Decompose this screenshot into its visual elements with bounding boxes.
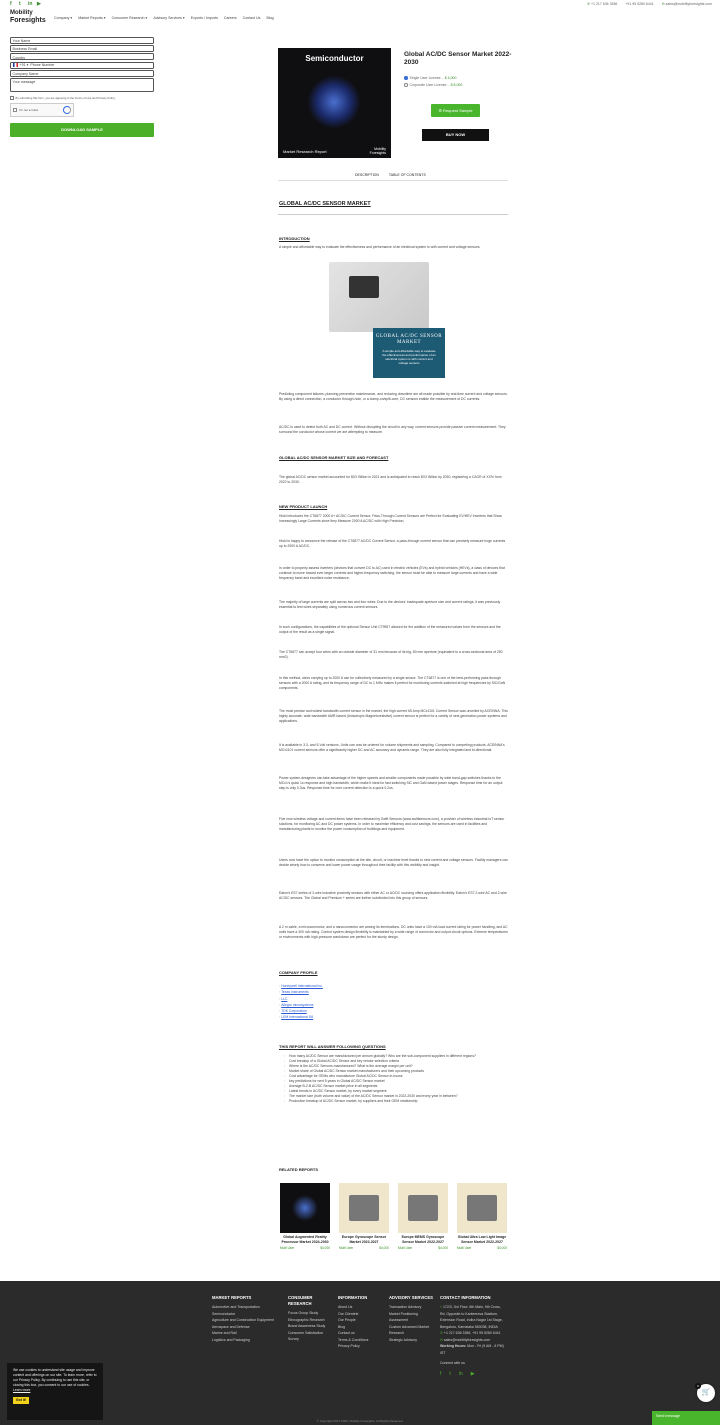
single-license-radio[interactable] (404, 76, 408, 80)
question-item: ◦ Cost breakup of a Global AC/DC Sensor and key vendor selection criteria (279, 1059, 508, 1064)
cart-count-badge: 0 (695, 1383, 701, 1389)
youtube-icon[interactable]: ▶ (37, 1, 41, 7)
related-report-title[interactable]: Global Ultra Low Light Image Sensor Market 2022-2027 (457, 1235, 507, 1244)
footer-link[interactable]: About Us (338, 1305, 353, 1309)
launch-heading: NEW PRODUCT LAUNCH (279, 504, 328, 509)
phone-us[interactable] (587, 2, 617, 6)
facebook-icon[interactable]: f (10, 1, 12, 7)
site-logo[interactable] (10, 10, 50, 24)
related-report-price-row (280, 1246, 330, 1250)
footer-heading: ADVISORY SERVICES (389, 1295, 433, 1300)
nav-blog[interactable]: Blog (266, 16, 274, 20)
launch-paragraph-13: Eaton's ES7 series of 2-wire inductive proximity sensors with either AC or AC/DC sourcing offers application flexibility. Eaton's ES7 2-wire AC and 2-wire AC/DC sensors. The Global and Premium + series are further subdivided into this group of sensors. (279, 891, 507, 900)
chip-graphic (308, 76, 360, 128)
footer-link[interactable]: Custom Advanced Market Research (389, 1324, 430, 1335)
request-sample-button[interactable]: ⚙ Request Sample (431, 104, 480, 117)
footer-link[interactable]: Transaction Advisory (389, 1305, 422, 1309)
logo-line1: Mobility (10, 10, 33, 16)
phone-placeholder: Phone Number (30, 63, 55, 68)
sensor-board-graphic (329, 262, 429, 332)
launch-paragraph-6: The CT6877 can accept four wires with an outside diameter of 31 mm because of its big, 80 mm aperture (equivalent to a cross-sectional area of 250 mm2). (279, 650, 503, 659)
message-field[interactable]: Your message (10, 78, 154, 92)
paragraph-1: Predicting component failures, planning preventive maintenance, and reducing downtime are all made possible by real-time current and voltage sensors. By using a direct connection, a conductor through-hole, or a clamp-on/split-core, DC sensors enable the measurement of DC currents. (279, 392, 508, 401)
launch-paragraph-3: In order to properly assess inverters (devices that convert DC to AC) used in electric vehicles (EVs) and hybrid vehicles (HEVs), a class of devices that continue to move toward ever larger currents and higher-frequency switching, the sensor must be able to measure large currents and have a wide frequency band and excellent noise resistance. (279, 566, 505, 580)
email-link[interactable] (662, 2, 712, 6)
question-item: ◦ Latest trends in AC/DC Sensor market, by every market segment (279, 1089, 508, 1094)
question-item: ◦ Average B-2-B AC/DC Sensor market price in all segments (279, 1084, 508, 1089)
footer-phones-text: +1 217 636 3356, +91 95 5280 6441 (443, 1331, 501, 1335)
related-report-thumbnail[interactable] (398, 1183, 448, 1233)
related-report-card[interactable] (339, 1183, 389, 1250)
cart-button[interactable] (697, 1384, 715, 1402)
footer-consumer-research (288, 1295, 332, 1343)
question-item: ◦ Where is the AC/DC Sensors manufactured? What is the average margin per unit? (279, 1064, 508, 1069)
recaptcha-checkbox[interactable] (13, 108, 17, 112)
corporate-license-label: Corporate User License - (409, 83, 449, 87)
launch-paragraph-2: Hioki is happy to announce the release of the CT6877 AC/DC Current Sensor, a pass-through current sensor that can precisely measure huge currents up to 2000 A AC/DC. (279, 539, 506, 548)
launch-paragraph-11: Five new wireless voltage and current items have been released by Swift Sensors (www.swiftsensors.com), a provider of wireless industrial IoT sensor solutions, for monitoring AC and DC power systems. In order to maximise efficiency and cost savings, the sensors are used in facilities and manufacturing plants to monitor the power consumption of buildings and equipment. (279, 817, 505, 831)
sample-form (10, 37, 154, 137)
related-report-card[interactable] (457, 1183, 507, 1250)
related-report-license: Multi User (398, 1246, 413, 1250)
footer-link[interactable]: Our Clientele (338, 1311, 359, 1316)
related-report-price-row (339, 1246, 389, 1250)
cart-icon: 🛒 (701, 1389, 711, 1396)
social-links (10, 2, 42, 7)
youtube-icon[interactable]: ▶ (470, 1370, 475, 1377)
company-list (279, 983, 508, 1021)
tab-description[interactable]: DESCRIPTION (355, 173, 379, 181)
company-profile-heading: COMPANY PROFILE (279, 970, 318, 975)
report-cover-image (278, 48, 391, 158)
footer-heading: CONSUMER RESEARCH (288, 1295, 313, 1306)
agree-checkbox[interactable] (10, 96, 14, 100)
footer-link[interactable]: Agriculture and Construction Equipment (212, 1318, 274, 1322)
single-license-option[interactable] (404, 76, 456, 80)
footer-social (440, 1371, 506, 1377)
location-icon: ⌖ (440, 1305, 443, 1309)
footer-heading: CONTACT INFORMATION (440, 1295, 491, 1300)
launch-paragraph-9: It is available in 3.3- and 5-Volt versions. Units can now be ordered for volume shipments and sampling. Compared to competing products, ACEINNA's MCx1101 current sensors offer a significantly higher DC and AC accuracy and dynamic range. They are also fully integrated and bi-directional. (279, 743, 505, 752)
tab-table-of-contents[interactable]: TABLE OF CONTENTS (388, 173, 426, 177)
download-sample-button[interactable]: DOWNLOAD SAMPLE (10, 123, 154, 137)
launch-paragraph-1: Hioki introduces the CT6877 2000 A+ AC/DC Current Sensor. Pass-Through Current Sensors are Perfect for Evaluating EV/HEV Inverters that Show Increasingly Large Currents since they Measure 2000 A AC/DC with High Precision. (279, 514, 502, 523)
related-report-thumbnail[interactable] (280, 1183, 330, 1233)
name-field[interactable]: Your Name (10, 37, 154, 44)
company-link[interactable]: ◦ TDK Corporation (279, 1008, 508, 1014)
footer-link[interactable]: Our People (338, 1318, 356, 1322)
article-heading: GLOBAL AC/DC SENSOR MARKET (279, 201, 371, 207)
questions-list (279, 1054, 508, 1104)
logo-line2: Foresights (10, 17, 46, 24)
corporate-license-price: $ 8,000 (450, 83, 463, 87)
footer-market-reports (212, 1295, 274, 1343)
nav-company[interactable]: Company ▾ (54, 16, 73, 20)
illustration-title: GLOBAL AC/DC SENSOR MARKET (375, 334, 443, 345)
launch-paragraph-7: In this method, wires carrying up to 2000 A can be collectively measured by a single sensor. The CT6877 is one of the best-performing pass-through sensors with a 2000 A rating, and its frequency range of DC to 1 MHz makes it perfect for monitoring currents switched at high frequencies by SiC/GaN components. (279, 676, 506, 690)
agree-label: By submitting this form, you are agreeing to the Terms of Use and Privacy Policy. (15, 95, 116, 100)
footer-link[interactable]: Marine and Rail (212, 1331, 237, 1335)
related-report-price: $4,000 (320, 1246, 330, 1250)
market-size-paragraph: The global AC/DC sensor market accounted for $XX Billion in 2021 and is anticipated to reach $XX Billion by 2030, registering a CAGR of XX% from 2022 to 2030. (279, 475, 502, 484)
footer-heading: INFORMATION (338, 1295, 368, 1300)
related-reports-heading: RELATED REPORTS (279, 1167, 319, 1172)
related-report-thumbnail[interactable] (457, 1183, 507, 1233)
related-report-title[interactable]: Global Augmented Reality Processor Market 2024-2030 (281, 1235, 329, 1244)
footer-address-text: 172/3, 3rd Floor, 6th Main, 9th Cross, Rd, Opposite to Kanteerava Stadium, Extension Road, Indira Nagar 1st Stage, Bengaluru, Karnataka 560038, INDIA (440, 1305, 503, 1329)
mail-icon: ✉ (440, 1337, 444, 1342)
main-nav (54, 16, 274, 20)
related-report-card[interactable] (398, 1183, 448, 1250)
company-link[interactable]: ◦ Allegro microsystems (279, 1002, 508, 1008)
mail-icon: ✉ (661, 2, 665, 6)
footer-link[interactable]: Blog (338, 1324, 346, 1329)
question-item: ◦ How many AC/DC Sensor are manufactured per annum globally? Who are the sub-component suppliers in different regions? (279, 1054, 508, 1059)
footer-link[interactable]: Focus Group Study (288, 1311, 319, 1315)
footer-link[interactable]: Automotive and Transportation (212, 1305, 260, 1309)
phone-in[interactable]: +91 95 5280 6441 (625, 2, 654, 6)
market-size-heading: GLOBAL AC/DC SENSOR MARKET SIZE AND FORECAST (279, 455, 389, 460)
phone-icon: ✆ (587, 2, 590, 6)
cover-title: Semiconductor (305, 54, 364, 63)
footer-link[interactable]: Brand Awareness Study (288, 1324, 326, 1328)
footer-heading: MARKET REPORTS (212, 1295, 252, 1300)
footer-contact (440, 1295, 506, 1377)
linkedin-icon[interactable]: in (28, 1, 33, 7)
related-report-price: $4,000 (497, 1246, 507, 1250)
question-item: ◦ Market share of Global AC/DC Sensor market manufacturers and their upcoming products (279, 1069, 508, 1074)
linkedin-icon[interactable]: in (458, 1370, 463, 1377)
illustration-caption-card (373, 328, 445, 378)
company-link[interactable]: ◦ LLC (279, 996, 508, 1002)
cookie-banner (7, 1363, 103, 1420)
sensor-chip-graphic (349, 276, 379, 298)
footer-phones[interactable] (440, 1330, 506, 1337)
launch-paragraph-12: Users now have the option to monitor consumption at the site, circuit, or machine level thanks to new current and voltage sensors. Facility managers can decide wisely how to conserve and lower power usage throughout their facility with this visibility and insight. (279, 858, 508, 867)
nav-exports-imports[interactable]: Exports / Imports (190, 16, 218, 20)
footer-link[interactable]: Ethnographic Research (288, 1317, 325, 1322)
illustration-subtitle: A simple and affordable way to evaluate the effectiveness and performance of an electrical system is with current and voltage sensors (382, 349, 436, 365)
twitter-icon[interactable]: t (449, 1370, 451, 1377)
related-report-price-row (398, 1246, 448, 1250)
site-footer (0, 1281, 720, 1425)
twitter-icon[interactable]: t (19, 1, 21, 7)
article-illustration (329, 262, 445, 378)
cover-logo (370, 147, 386, 155)
footer-information (338, 1295, 382, 1350)
related-report-thumbnail[interactable] (339, 1183, 389, 1233)
related-report-title[interactable]: Europe Gyroscope Sensor Market 2022-2027 (341, 1235, 387, 1244)
tab-divider (278, 180, 508, 181)
cover-logo-line2: Foresights (369, 151, 386, 155)
connect-label: Connect with us (440, 1361, 465, 1365)
nav-advisory-services[interactable]: Advisory Services ▾ (153, 16, 185, 20)
related-report-card[interactable] (280, 1183, 330, 1250)
footer-email-text: sales@mobilityforesights.com (443, 1337, 491, 1342)
hours-label: Working Hours: (440, 1344, 467, 1348)
cover-subtitle: Market Research Report (283, 149, 327, 154)
cookie-text (13, 1368, 97, 1393)
send-message-button[interactable]: Send message (652, 1411, 720, 1425)
recaptcha-logo-icon (63, 106, 71, 114)
footer-link[interactable]: Terms & Conditions (338, 1337, 369, 1342)
question-item: ◦ key predictions for next 5 years in Global AC/DC Sensor market (279, 1079, 508, 1084)
cookie-learn-more[interactable]: Learn more (13, 1388, 31, 1392)
question-item: ◦ Cost advantage for OEMs who manufacture Global AC/DC Sensor in-house (279, 1074, 508, 1079)
email-field[interactable]: Business Email (10, 45, 154, 52)
company-link[interactable]: ◦ Texas Instruments (279, 989, 508, 995)
launch-paragraph-4: The majority of large currents are split across two and four wires. Due to the devices' inadequate aperture size and current ratings, it was previously essential to test wires separately using numerous current sensors. (279, 600, 501, 609)
related-report-license: Multi User (339, 1246, 354, 1250)
cover-logo-line1: Mobility (374, 147, 386, 151)
intro-paragraph: A simple and affordable way to evaluate the effectiveness and performance of an electrical system is with current and voltage sensors. (279, 245, 481, 249)
launch-paragraph-8: The most precise and widest bandwidth current sensor in the market, the high current 65 Amp MCx1101 Current Sensor was unveiled by ACEINNA. This highly accurate, wide bandwidth AMR-based (Anisotropic Magnetoresistive) current sensor is perfect for a variety of next-generation power systems and applications. (279, 709, 508, 723)
intro-heading: INTRODUCTION (279, 236, 310, 241)
nav-consumer-research[interactable]: Consumer Research ▾ (111, 16, 148, 20)
footer-link[interactable]: Strategic Advisory (389, 1337, 418, 1342)
related-report-price: $4,000 (438, 1246, 448, 1250)
phone-field[interactable] (10, 62, 154, 69)
agree-row (10, 96, 154, 100)
related-report-license: Multi User (280, 1246, 295, 1250)
footer-link[interactable]: Market Positioning Assessment (389, 1311, 418, 1322)
phone-icon: ✆ (440, 1331, 444, 1335)
cookie-message: We use cookies to understand site usage and improve content and offerings on our site. To learn more, refer to our Privacy Policy. By continuing to use this site, or closing this box, you consent to our use of cookies. (13, 1368, 97, 1387)
corporate-license-option[interactable] (404, 83, 462, 87)
footer-link[interactable]: Privacy Policy (338, 1344, 360, 1348)
heading-divider (278, 214, 508, 215)
paragraph-2: AC/DC is used to detect both AC and DC current. Without disrupting the circuit in any way, current sensors provide passive current measurement. They surround the conductor whose current we are attempting to measure. (279, 425, 506, 434)
product-title: Global AC/DC Sensor Market 2022-2030 (404, 51, 512, 66)
launch-paragraph-10: Power system designers can take advantage of the higher speeds and smaller components made possible by wide band-gap switches thanks to the MCx1's quick 1s response and high bandwidth, which make it ideal for fast switching SiC and GaN-based power stages. Response time for an output step is only 0.3us. Response time for over current detection is a quick 0.2us. (279, 776, 503, 790)
footer-link[interactable]: Contact us (338, 1331, 355, 1335)
india-flag-icon (13, 63, 18, 67)
buy-now-button[interactable]: BUY NOW (422, 129, 489, 141)
hours-text: Mon - Fri (9 AM - 6 PM) IST (440, 1344, 504, 1355)
nav-market-reports[interactable]: Market Reports ▾ (78, 16, 106, 20)
launch-paragraph-5: In such configurations, the capabilities of the optional Sensor Unit CT9557 allowed for the addition of the measured values from the sensors and the output of the result as a single signal. (279, 625, 501, 634)
single-license-price: $ 4,000 (444, 76, 457, 80)
corporate-license-radio[interactable] (404, 83, 408, 87)
header-contacts (587, 2, 712, 6)
footer-address (440, 1304, 506, 1330)
company-field[interactable]: Company Name (10, 70, 154, 77)
launch-paragraph-14: A 2 m cable, a microconnector, and a nanoconnector are among its terminations. DC units have a 100 mA load current rating for power handling, and AC units have a 300 mA rating. Control system design flexibility is maintained by a wide range of connector and output circuit options. Extreme temperatures or environments with high-pressure washdown are perfect for the sturdy design. (279, 925, 508, 939)
phone-us-text: +1 217 636 3356 (591, 2, 618, 6)
company-link[interactable]: ◦ LEM International SA (279, 1014, 508, 1020)
cookie-accept-button[interactable]: Got it! (13, 1397, 29, 1404)
related-report-price-row (457, 1246, 507, 1250)
footer-link[interactable]: Consumer Satisfaction Survey (288, 1330, 324, 1341)
nav-contact-us[interactable]: Contact Us (242, 16, 261, 20)
single-license-label: Single User License - (409, 76, 443, 80)
footer-link[interactable]: Logistics and Packaging (212, 1337, 250, 1342)
copyright: © Copyright 2017-2022. Mobility Foresights. All Rights Reserved. (316, 1419, 404, 1423)
footer-hours (440, 1343, 506, 1356)
footer-advisory (389, 1295, 433, 1343)
related-report-price: $4,000 (379, 1246, 389, 1250)
footer-link[interactable]: Aerospace and Defense (212, 1324, 250, 1329)
nav-careers[interactable]: Careers (223, 16, 237, 20)
phone-code-select[interactable]: +91 ▾ (19, 63, 29, 68)
question-item: ◦ Production breakup of AC/DC Sensor market, by suppliers and their OEM relationship (279, 1099, 508, 1104)
question-item: ◦ The market size (both volume and value) of the AC/DC Sensor market in 2022-2030 and every year in between? (279, 1094, 508, 1099)
footer-link[interactable]: Semiconductor (212, 1311, 236, 1316)
country-field[interactable]: Country (10, 53, 154, 60)
questions-heading: THIS REPORT WILL ANSWER FOLLOWING QUESTIONS (279, 1044, 386, 1049)
recaptcha-label: I'm not a robot (19, 107, 39, 112)
related-report-title[interactable]: Europe MEMS Gyroscope Sensor Market 2022-2027 (401, 1235, 445, 1244)
facebook-icon[interactable]: f (440, 1370, 442, 1377)
related-report-license: Multi User (457, 1246, 472, 1250)
company-link[interactable]: ◦ Honeywell International Inc. (279, 983, 508, 989)
recaptcha-widget (10, 103, 74, 117)
email-text: sales@mobilityforesights.com (665, 2, 712, 6)
